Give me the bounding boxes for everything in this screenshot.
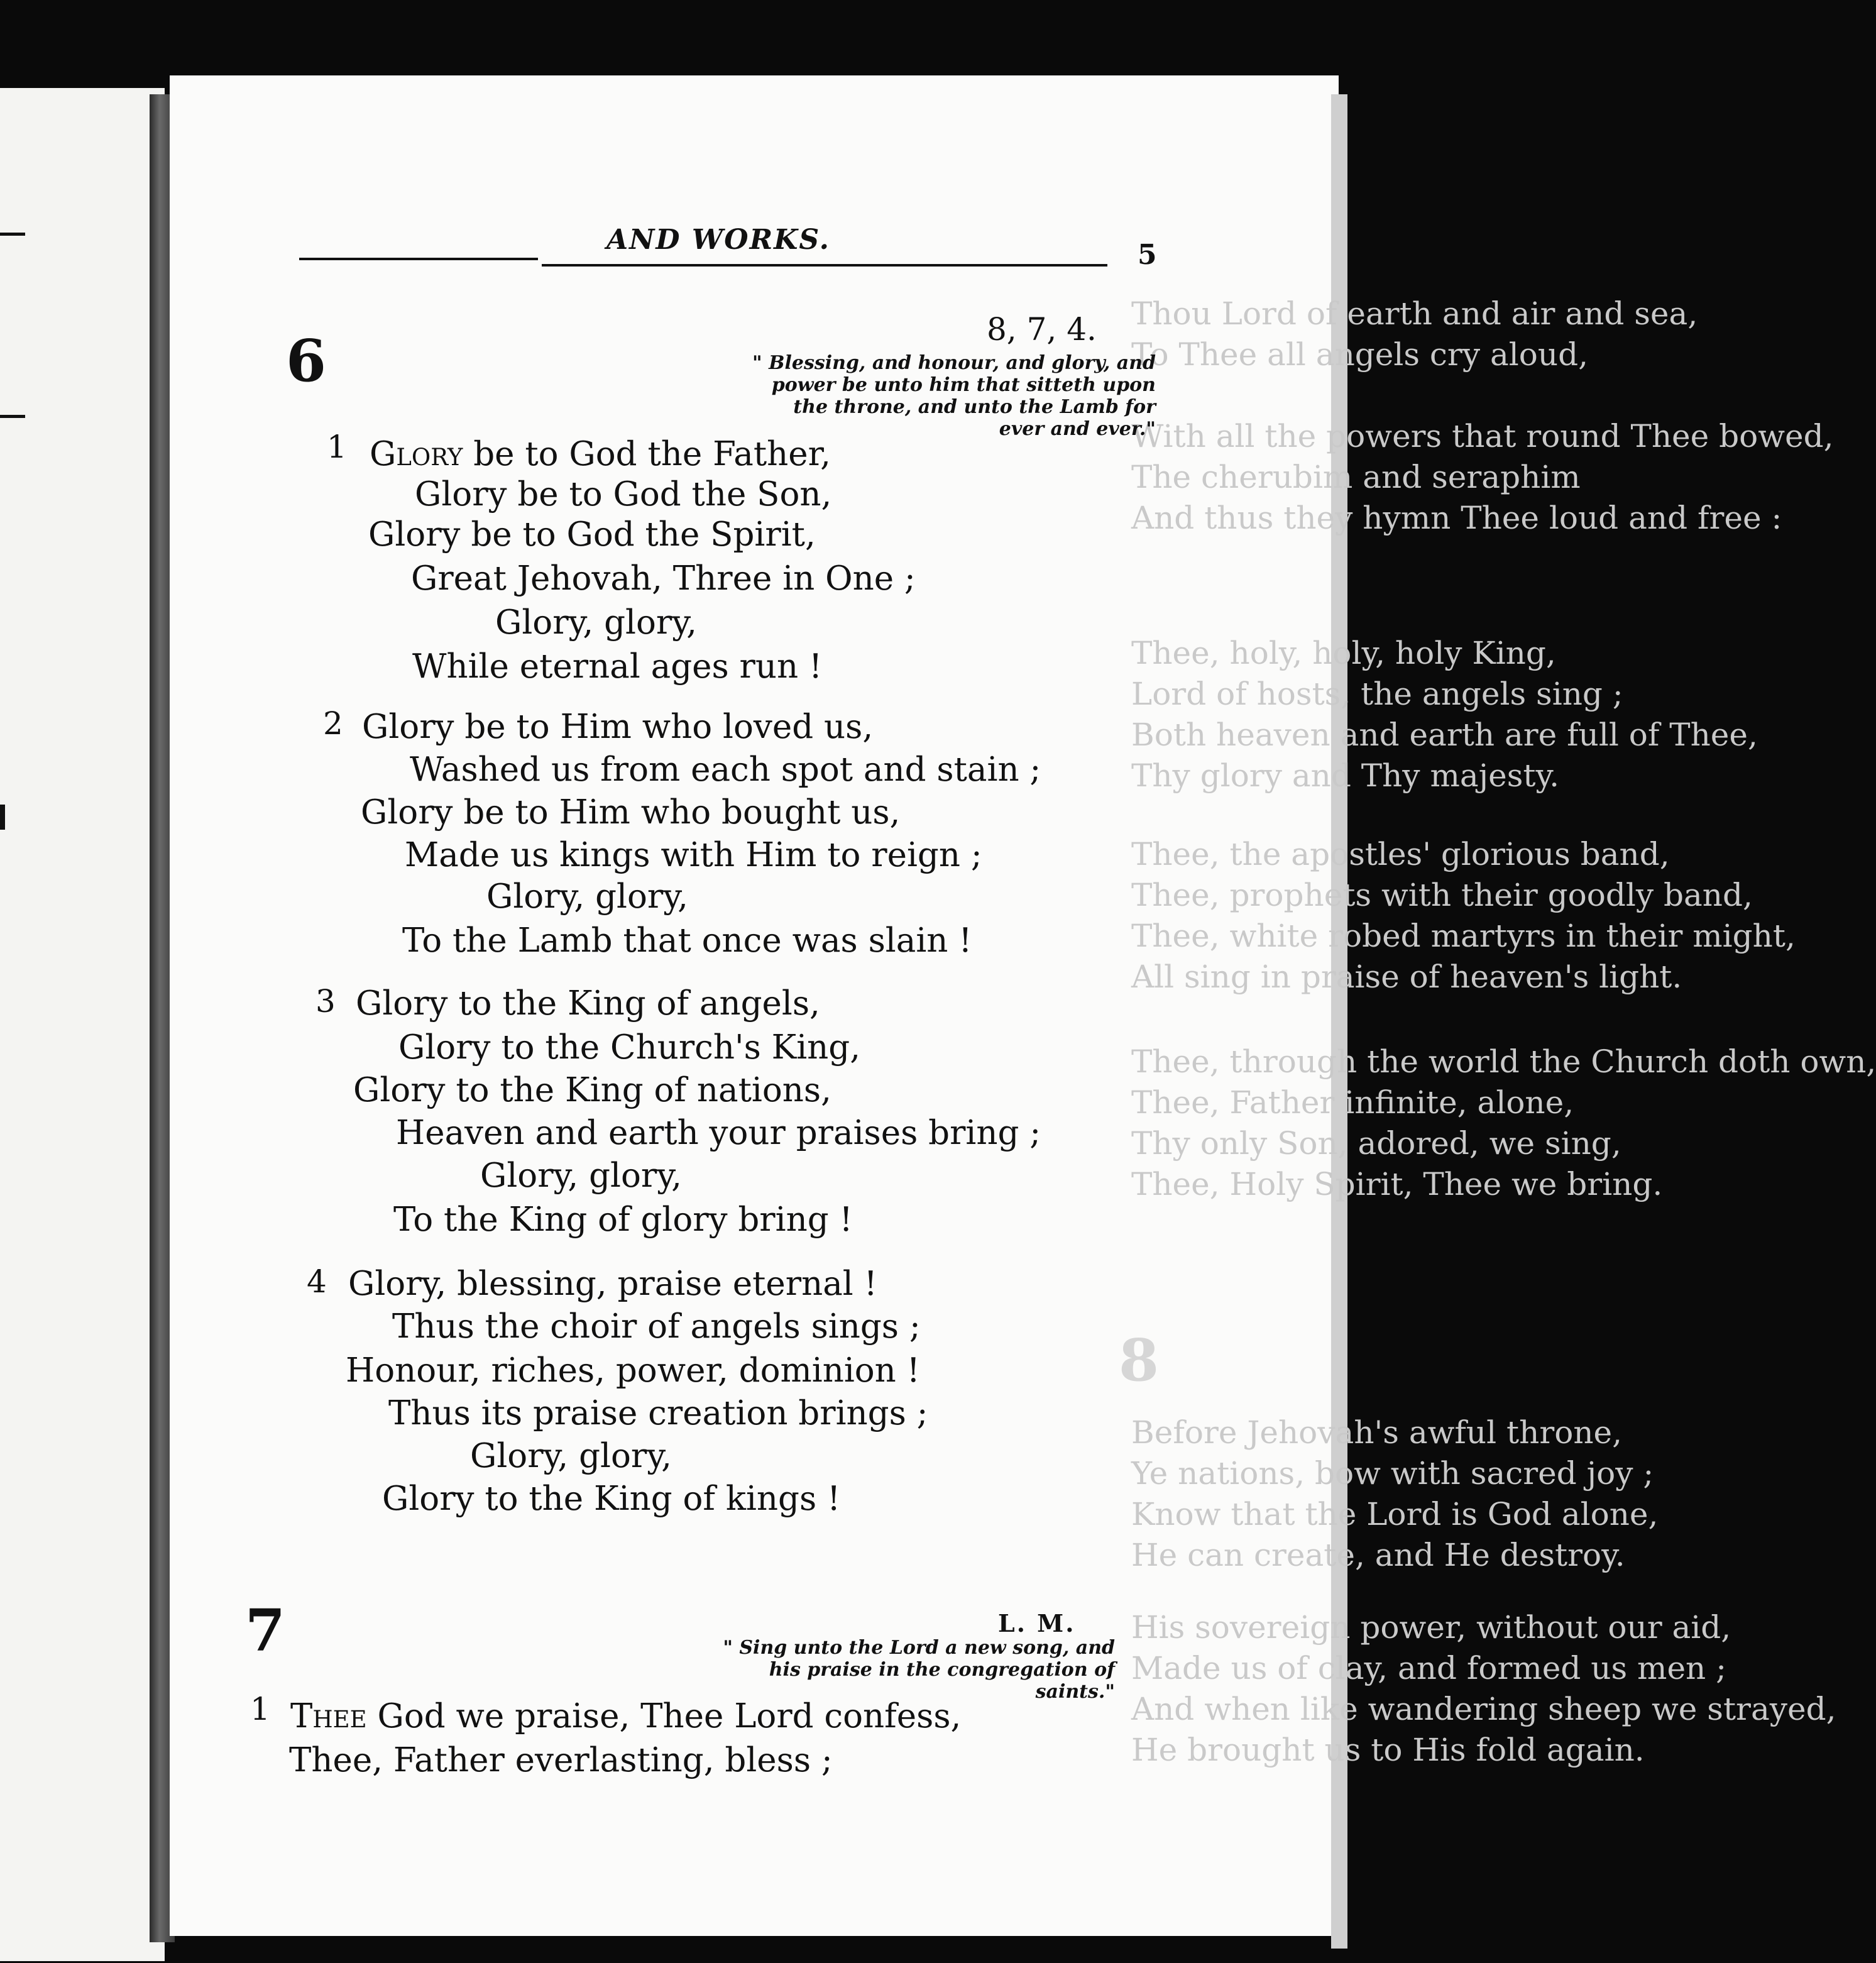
bleed-line: His sovereign power, without our aid, <box>1131 1609 1731 1646</box>
hymn-line: To the King of glory bring ! <box>393 1201 853 1239</box>
epigraph-line: his praise in the congregation of <box>769 1659 1115 1681</box>
hymn-epigraph <box>752 352 1156 440</box>
bleed-line: Both heaven and earth are full of Thee, <box>1131 717 1758 753</box>
hymn-line: Glory to the King of nations, <box>353 1071 831 1109</box>
bleed-line: Thy only Son, adored, we sing, <box>1131 1125 1621 1162</box>
hymn-line: Made us kings with Him to reign ; <box>405 836 982 874</box>
running-head: AND WORKS. <box>606 224 830 256</box>
bleed-line: Thee, white robed martyrs in their might, <box>1131 918 1796 954</box>
hymn-line: Glory be to Him who bought us, <box>361 793 901 832</box>
hymn-line: Thus the choir of angels sings ; <box>392 1307 921 1346</box>
bleed-line: And thus they hymn Thee loud and free : <box>1131 500 1782 536</box>
hymn-meter: L. M. <box>998 1609 1076 1637</box>
hymn-meter: 8, 7, 4. <box>987 311 1097 348</box>
bleed-line: Thee, Holy Spirit, Thee we bring. <box>1131 1166 1663 1202</box>
header-rule <box>299 258 538 260</box>
verse-number: 2 <box>323 705 343 742</box>
bleed-line: To Thee all angels cry aloud, <box>1131 336 1588 373</box>
hymn-line <box>370 435 831 473</box>
hymn-line: Glory be to God the Spirit, <box>368 515 816 554</box>
bleed-line: All sing in praise of heaven's light. <box>1131 959 1682 995</box>
epigraph-line: ever and ever." <box>999 418 1156 440</box>
bleed-line: Lord of hosts, the angels sing ; <box>1131 676 1623 712</box>
bleed-line: Before Jehovah's awful throne, <box>1131 1414 1623 1451</box>
bleed-line: Thee, through the world the Church doth own, <box>1131 1043 1876 1080</box>
bleed-line: Know that the Lord is God alone, <box>1131 1496 1659 1532</box>
bleed-line: Thee, the apostles' glorious band, <box>1131 836 1670 872</box>
epigraph-line: saints." <box>1035 1681 1115 1703</box>
hymn-line: Glory to the Church's King, <box>398 1028 861 1067</box>
hymn-line: Glory, blessing, praise eternal ! <box>348 1265 877 1303</box>
hymn-line: Glory to the King of angels, <box>356 984 820 1023</box>
hymn-line <box>290 1697 961 1735</box>
bleed-hymn-number: 8 <box>1119 1326 1160 1394</box>
hymn-line: Glory, glory, <box>480 1157 683 1195</box>
bleed-line: The cherubim and seraphim <box>1131 459 1581 495</box>
epigraph-line: " Sing unto the Lord a new song, and <box>723 1637 1115 1659</box>
hymn-line: Glory to the King of kings ! <box>382 1480 841 1518</box>
hymn-number: 6 <box>286 327 327 395</box>
hymn-line: To the Lamb that once was slain ! <box>402 921 972 960</box>
hymn-line: Heaven and earth your praises bring ; <box>396 1114 1041 1152</box>
verse-number: 1 <box>327 429 347 465</box>
verse-first-word: Glory <box>370 435 463 473</box>
verse-number: 4 <box>307 1263 327 1300</box>
header-rule <box>542 264 1107 267</box>
bleed-line: Thee, holy, holy, holy King, <box>1131 635 1556 671</box>
bleed-line: With all the powers that round Thee bowed, <box>1131 418 1834 454</box>
hymn-epigraph <box>723 1637 1115 1703</box>
verse-first-word: Thee <box>290 1697 367 1735</box>
facing-page-mark <box>0 805 5 830</box>
facing-page-edge <box>0 88 165 1961</box>
bleed-line: He can create, and He destroy. <box>1131 1537 1625 1573</box>
bleed-line: Thee, prophets with their goodly band, <box>1131 877 1753 913</box>
verse-number: 1 <box>250 1691 270 1727</box>
verse-number: 3 <box>315 983 336 1020</box>
bleed-line: He brought us to His fold again. <box>1131 1732 1645 1768</box>
epigraph-line: " Blessing, and honour, and glory, and <box>752 352 1156 374</box>
bleed-line: Thy glory and Thy majesty. <box>1131 757 1560 794</box>
hymn-line: Glory, glory, <box>486 877 689 916</box>
hymn-line: Thus its praise creation brings ; <box>388 1394 928 1432</box>
hymn-line: While eternal ages run ! <box>412 647 823 686</box>
bleed-line: Thou Lord of earth and air and sea, <box>1131 295 1698 332</box>
page-number: 5 <box>1138 239 1157 271</box>
hymn-line: Glory be to God the Son, <box>415 475 832 514</box>
hymn-line: Thee, Father everlasting, bless ; <box>289 1741 833 1779</box>
hymn-number: 7 <box>245 1597 286 1664</box>
verse-first-rest: God we praise, Thee Lord confess, <box>366 1697 962 1735</box>
bleed-line: And when like wandering sheep we strayed, <box>1131 1691 1836 1727</box>
epigraph-line: power be unto him that sitteth upon <box>771 374 1156 396</box>
hymn-line: Washed us from each spot and stain ; <box>410 751 1041 789</box>
hymn-line: Glory, glory, <box>495 603 698 642</box>
hymn-line: Glory, glory, <box>470 1437 672 1475</box>
hymn-line: Glory be to Him who loved us, <box>362 708 874 746</box>
hymn-line: Honour, riches, power, dominion ! <box>346 1351 920 1390</box>
facing-page-mark <box>0 415 25 418</box>
bleed-line: Ye nations, bow with sacred joy ; <box>1131 1455 1654 1492</box>
bleed-line: Thee, Father infinite, alone, <box>1131 1084 1574 1121</box>
facing-page-mark <box>0 233 25 236</box>
verse-first-rest: be to God the Father, <box>463 435 831 473</box>
epigraph-line: the throne, and unto the Lamb for <box>793 396 1156 418</box>
hymn-line: Great Jehovah, Three in One ; <box>411 559 916 598</box>
bleed-line: Made us of clay, and formed us men ; <box>1131 1650 1726 1686</box>
